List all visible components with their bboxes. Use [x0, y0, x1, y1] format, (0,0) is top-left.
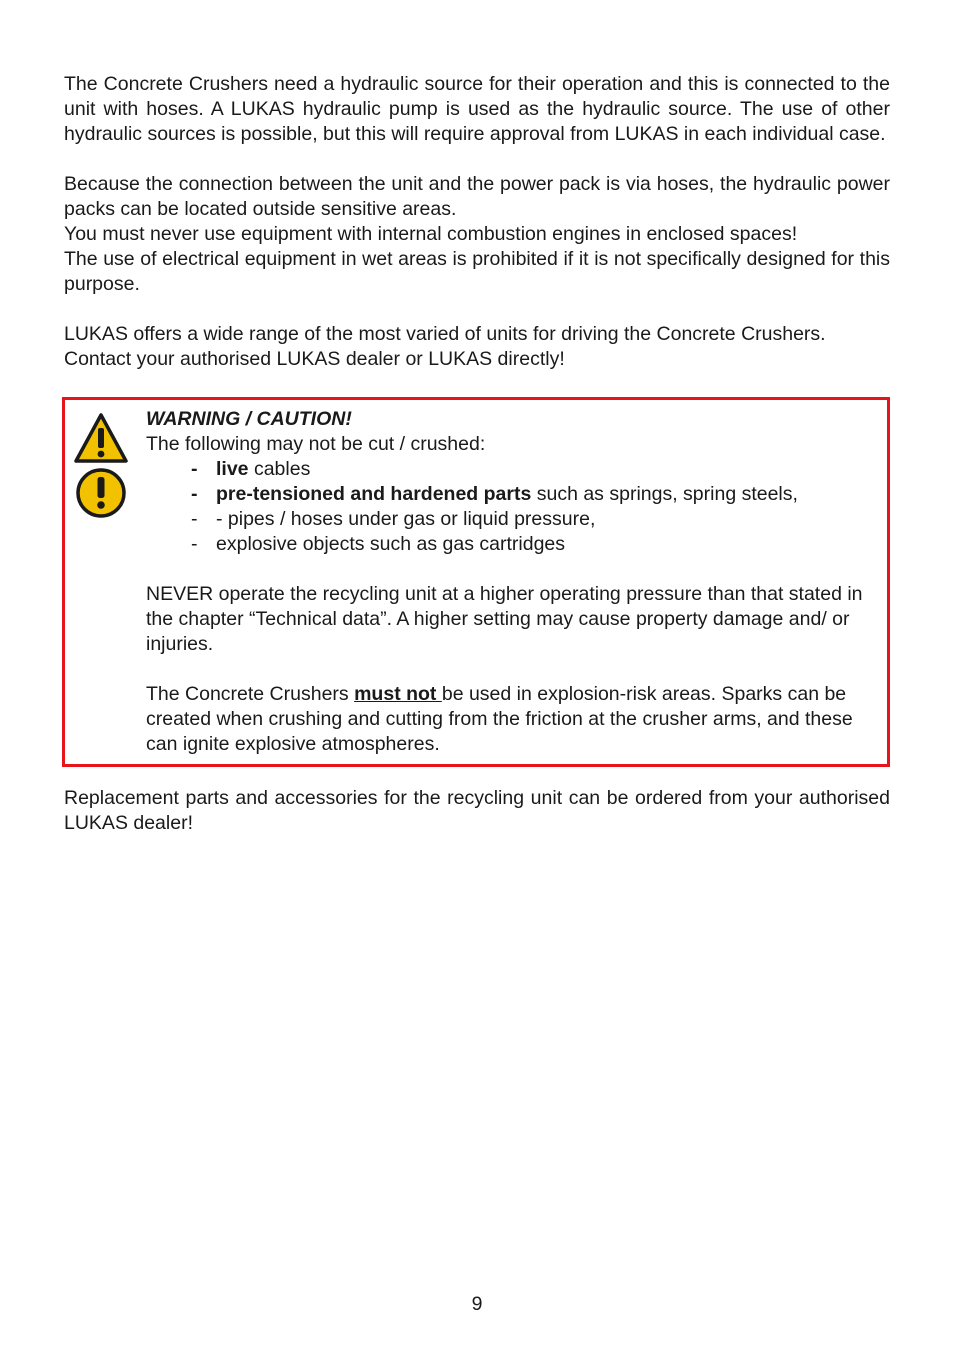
warning-lead: The following may not be cut / crushed:: [146, 433, 486, 455]
list-item-text: - pipes / hoses under gas or liquid pressure,: [216, 508, 596, 530]
list-item: [146, 457, 876, 482]
list-item-text: such as springs, spring steels,: [531, 483, 798, 505]
list-dash: -: [191, 508, 198, 530]
warning-triangle-icon: [73, 412, 129, 464]
intro-section: [64, 72, 890, 372]
warning-content: [146, 407, 876, 757]
page-number: 9: [471, 1293, 483, 1315]
warning-title: WARNING / CAUTION!: [146, 408, 352, 430]
warning-box: [62, 397, 890, 767]
pressure-warning: NEVER operate the recycling unit at a higher operating pressure than that stated in the chapter “Technical data”. A higher setting may cause property damage and/ or injuries.: [146, 583, 863, 655]
list-item: [146, 482, 876, 507]
list-item: [146, 507, 876, 532]
list-dash: -: [191, 458, 198, 480]
warning-icons: [73, 412, 129, 520]
list-item: [146, 532, 876, 557]
explosion-warning-pre: The Concrete Crushers: [146, 683, 355, 705]
intro-paragraph-electrical: The use of electrical equipment in wet areas is prohibited if it is not specifically designed for this purpose.: [64, 248, 890, 295]
intro-paragraph-combustion: You must never use equipment with internal combustion engines in enclosed spaces!: [64, 223, 798, 245]
replacement-parts-paragraph: Replacement parts and accessories for the recycling unit can be ordered from your authorised LUKAS dealer!: [64, 787, 890, 834]
list-item-text: cables: [248, 458, 311, 480]
replacement-parts-section: [64, 786, 890, 836]
list-item-bold: pre-tensioned and hardened parts: [216, 483, 532, 505]
intro-paragraph-contact: Contact your authorised LUKAS dealer or LUKAS directly!: [64, 348, 565, 370]
list-dash: -: [191, 483, 198, 505]
intro-paragraph-hydraulic-source: The Concrete Crushers need a hydraulic source for their operation and this is connected to the unit with hoses. A LUKAS hydraulic pump is used as the hydraulic source. The use of other hydraulic sources is possible, but this will require approval from LUKAS in each individual case.: [64, 73, 890, 145]
explosion-warning-post: be used in explosion-risk areas. Sparks can be created when crushing and cutting from the friction at the crusher arms, and these can ignite explosive atmospheres.: [146, 683, 853, 755]
list-item-bold: live: [216, 458, 249, 480]
explosion-warning: [146, 682, 876, 757]
list-dash: -: [191, 533, 198, 555]
intro-paragraph-units: LUKAS offers a wide range of the most varied of units for driving the Concrete Crushers.: [64, 323, 826, 345]
list-item-text: explosive objects such as gas cartridges: [216, 533, 566, 555]
prohibited-items-list: [146, 457, 876, 557]
explosion-warning-emphasis: must not: [354, 683, 442, 705]
intro-paragraph-hoses: Because the connection between the unit and the power pack is via hoses, the hydraulic power packs can be located outside sensitive areas.: [64, 173, 890, 220]
exclamation-circle-icon: [73, 466, 129, 520]
